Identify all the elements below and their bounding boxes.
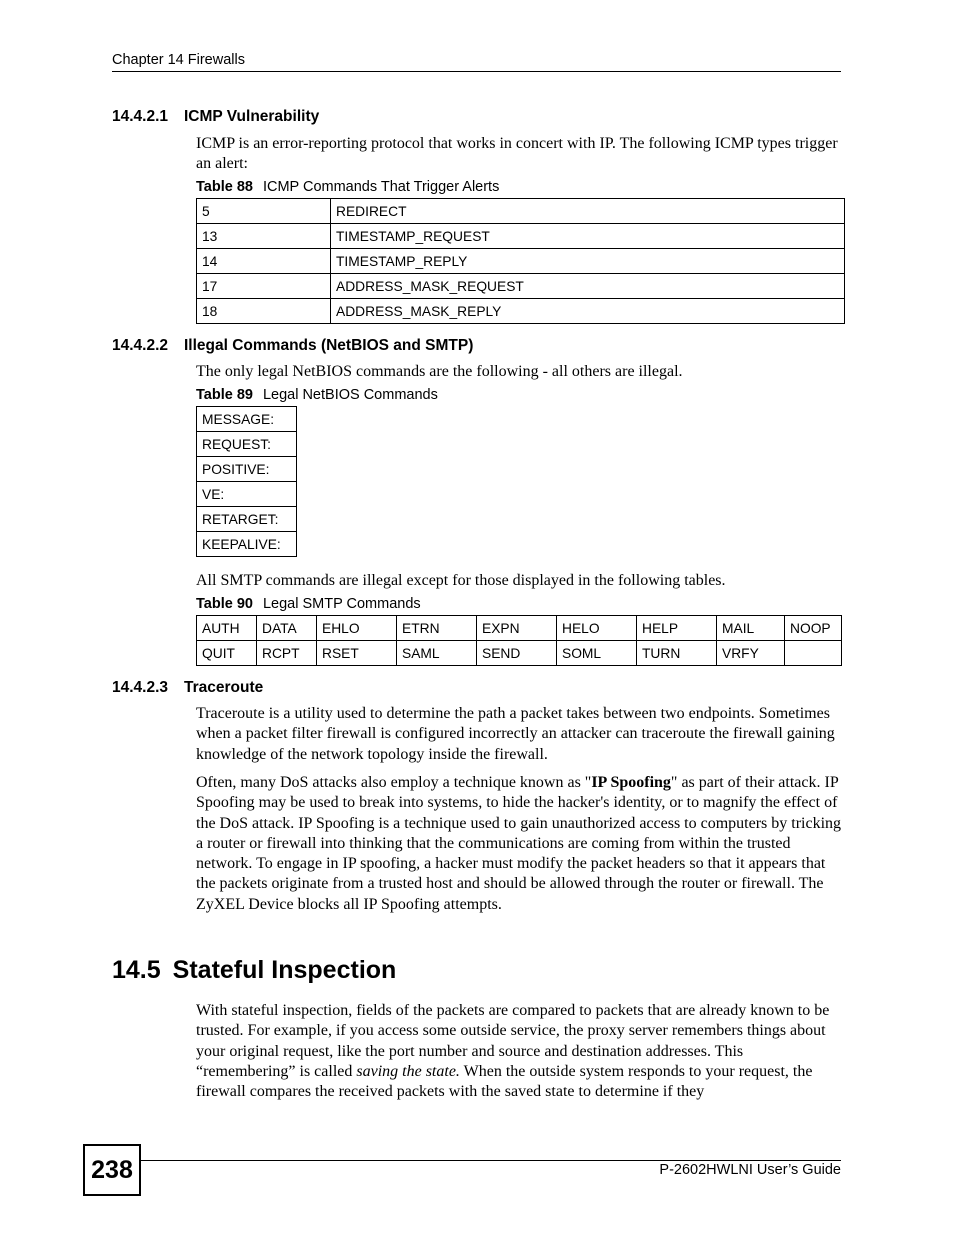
- section-title: Stateful Inspection: [172, 956, 397, 984]
- table-88-caption: [196, 179, 499, 195]
- table-cell: HELO: [557, 616, 637, 641]
- saving-the-state-term: saving the state.: [356, 1062, 460, 1080]
- table-cell: MAIL: [717, 616, 785, 641]
- table-cell: QUIT: [197, 641, 257, 666]
- section-heading-illegal-commands: [112, 337, 473, 355]
- table-row: [197, 616, 842, 641]
- table-cell: ADDRESS_MASK_REQUEST: [331, 274, 845, 299]
- netbios-commands-table: [196, 406, 297, 557]
- smtp-commands-table: [196, 615, 842, 666]
- section-number: 14.4.2.1: [112, 108, 169, 125]
- guide-title: P-2602HWLNI User’s Guide: [659, 1162, 841, 1178]
- section-title: Traceroute: [184, 679, 264, 696]
- table-cell: TURN: [637, 641, 717, 666]
- table-89-caption: [196, 387, 438, 403]
- table-cell: HELP: [637, 616, 717, 641]
- table-title: Legal NetBIOS Commands: [262, 387, 438, 403]
- section-number: 14.5: [112, 956, 161, 984]
- table-cell: VRFY: [717, 641, 785, 666]
- table-row: [197, 532, 297, 557]
- table-cell: RCPT: [257, 641, 317, 666]
- section-title: ICMP Vulnerability: [184, 108, 320, 125]
- table-label: Table 90: [196, 596, 253, 612]
- footer-rule: [141, 1160, 841, 1161]
- table-row: [197, 299, 845, 324]
- header-rule: [112, 71, 841, 72]
- section-heading-traceroute: [112, 679, 263, 697]
- table-cell: EXPN: [477, 616, 557, 641]
- table-cell: 14: [197, 249, 331, 274]
- running-header: Chapter 14 Firewalls: [112, 52, 245, 68]
- table-cell: REQUEST:: [197, 432, 297, 457]
- ip-spoofing-term: IP Spoofing: [591, 774, 671, 791]
- table-cell: ADDRESS_MASK_REPLY: [331, 299, 845, 324]
- section-number: 14.4.2.2: [112, 337, 169, 354]
- table-row: [197, 641, 842, 666]
- table-row: [197, 199, 845, 224]
- table-cell: ETRN: [397, 616, 477, 641]
- table-cell: POSITIVE:: [197, 457, 297, 482]
- table-cell: RETARGET:: [197, 507, 297, 532]
- table-row: [197, 407, 297, 432]
- table-cell: MESSAGE:: [197, 407, 297, 432]
- stateful-paragraph: With stateful inspection, fields of the packets are compared to packets that are already known to be trusted. For example, if you access some outside service, the proxy server remembers things about your original request, like the port number and source and destination addresses. This “remembering” is called saving the state. When the outside system responds to your request, the firewall compares the received packets with the saved state to determine if they: [196, 1002, 830, 1101]
- table-row: [197, 274, 845, 299]
- table-cell: DATA: [257, 616, 317, 641]
- table-cell: EHLO: [317, 616, 397, 641]
- table-row: [197, 432, 297, 457]
- traceroute-paragraph: Traceroute is a utility used to determine the path a packet takes between two endpoints. Sometimes when a packet filter firewall is configured incorrectly an attacker can traceroute the firewall gaining knowledge of the network topology inside the firewall.: [196, 705, 835, 763]
- section-heading-stateful-inspection: [112, 956, 396, 985]
- table-label: Table 88: [196, 179, 253, 195]
- icmp-paragraph: ICMP is an error-reporting protocol that works in concert with IP. The following ICMP types trigger an alert:: [196, 135, 838, 173]
- table-row: [197, 482, 297, 507]
- table-cell: KEEPALIVE:: [197, 532, 297, 557]
- table-cell: 18: [197, 299, 331, 324]
- table-title: ICMP Commands That Trigger Alerts: [262, 179, 500, 195]
- table-cell: TIMESTAMP_REQUEST: [331, 224, 845, 249]
- table-cell: SEND: [477, 641, 557, 666]
- table-cell: SOML: [557, 641, 637, 666]
- ip-spoofing-paragraph: Often, many DoS attacks also employ a technique known as "IP Spoofing" as part of their attack. IP Spoofing may be used to break into systems, to hide the hacker's identity, or to magnify the effect of the DoS attack. IP Spoofing is a technique used to gain unauthorized access to computers by tricking a router or firewall into thinking that the communications are coming from within the trusted network. To engage in IP spoofing, a hacker must modify the packet headers so that it appears that the packets originate from a trusted host and should be allowed through the router or firewall. The ZyXEL Device blocks all IP Spoofing attempts.: [196, 774, 842, 913]
- table-cell: TIMESTAMP_REPLY: [331, 249, 845, 274]
- table-cell: [785, 641, 842, 666]
- table-cell: RSET: [317, 641, 397, 666]
- table-90-caption: [196, 596, 421, 612]
- table-cell: VE:: [197, 482, 297, 507]
- table-row: [197, 224, 845, 249]
- icmp-alert-table: [196, 198, 845, 324]
- table-cell: SAML: [397, 641, 477, 666]
- table-row: [197, 249, 845, 274]
- table-row: [197, 457, 297, 482]
- section-number: 14.4.2.3: [112, 679, 169, 696]
- table-cell: NOOP: [785, 616, 842, 641]
- section-heading-icmp: [112, 108, 319, 126]
- page-number: 238: [83, 1144, 141, 1196]
- smtp-paragraph: All SMTP commands are illegal except for those displayed in the following tables.: [196, 572, 726, 589]
- table-cell: AUTH: [197, 616, 257, 641]
- netbios-paragraph: The only legal NetBIOS commands are the following - all others are illegal.: [196, 363, 683, 380]
- table-row: [197, 507, 297, 532]
- table-cell: REDIRECT: [331, 199, 845, 224]
- table-title: Legal SMTP Commands: [262, 596, 421, 612]
- table-label: Table 89: [196, 387, 253, 403]
- table-cell: 5: [197, 199, 331, 224]
- table-cell: 17: [197, 274, 331, 299]
- table-cell: 13: [197, 224, 331, 249]
- section-title: Illegal Commands (NetBIOS and SMTP): [184, 337, 474, 354]
